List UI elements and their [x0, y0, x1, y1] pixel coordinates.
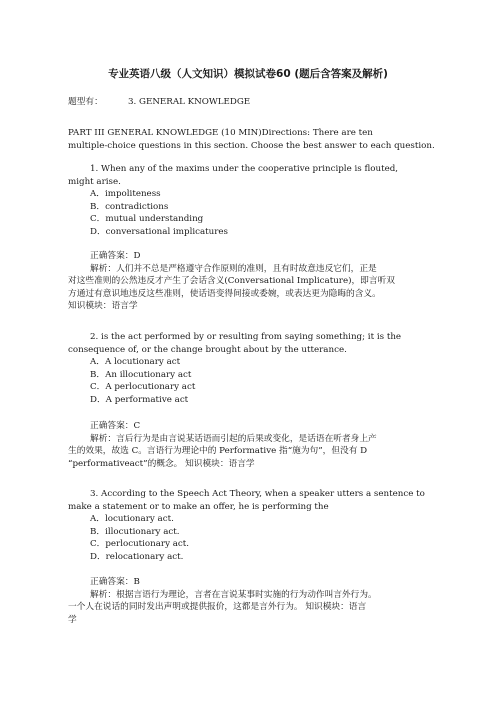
option-d: D．conversational implicatures [90, 226, 229, 237]
analysis-line: 解析：言后行为是由言说某话语而引起的后果或变化，是话语在听者身上产 [90, 433, 377, 444]
analysis-line: 解析：根据言语行为理论，言者在言说某事时实施的行为动作叫言外行为。 [90, 589, 377, 600]
answer-3 [68, 576, 430, 626]
option-b: B．illocutionary act. [90, 526, 180, 537]
directions-block [68, 127, 435, 152]
question-stem: make a statement or to make an offer, he is performing the [68, 501, 329, 512]
option-a: A．locutionary act. [90, 514, 174, 524]
question-type-value: 3. GENERAL KNOWLEDGE [128, 97, 251, 107]
option-c: C．mutual understanding [90, 214, 204, 224]
analysis-line: 方通过有意识地违反这些准则，使话语变得间接或委婉，或表达更为隐晦的含义。 [68, 288, 381, 299]
document-title: 专业英语八级（人文知识）模拟试卷60 (题后含答案及解析) [108, 68, 388, 80]
correct-answer: 正确答案：B [90, 577, 140, 587]
option-d: D．relocationary act. [90, 551, 184, 562]
question-stem: might arise. [68, 176, 121, 187]
knowledge-module: “performativeact”的概念。 知识模块：语言学 [68, 458, 255, 469]
correct-answer: 正确答案：D [90, 251, 141, 261]
question-stem: 1. When any of the maxims under the cooperative principle is flouted, [90, 164, 399, 174]
directions-line: PART III GENERAL KNOWLEDGE (10 MIN)Directions: There are ten [68, 128, 373, 138]
question-stem: 2. is the act performed by or resulting from saying something; it is the [90, 332, 402, 342]
option-c: C．A perlocutionary act [90, 382, 196, 392]
analysis-line: 对这些准则的公然违反才产生了会话含义(Conversational Implicature)，即言听双 [68, 276, 395, 286]
directions-line: multiple-choice questions in this section. Choose the best answer to each question. [68, 140, 435, 151]
question-stem: consequence of, or the change brought about by the utterance. [68, 344, 347, 355]
knowledge-module: 知识模块：语言学 [68, 301, 138, 311]
option-d: D．A performative act [90, 394, 189, 405]
knowledge-module: 学 [68, 614, 77, 625]
analysis-line: 生的效果，故选 C。言语行为理论中的 Performative 指“施为句”，但没有 D [68, 446, 368, 456]
option-b: B．contradictions [90, 201, 169, 212]
question-2 [68, 331, 430, 406]
correct-answer: 正确答案：C [90, 421, 141, 431]
question-type-line [68, 96, 430, 109]
option-b: B．An illocutionary act [90, 369, 192, 380]
answer-2 [68, 420, 430, 470]
analysis-line: 一个人在说话的同时发出声明或提供报价，这都是言外行为。 知识模块：语言 [68, 602, 367, 612]
option-a: A．impoliteness [90, 189, 161, 199]
option-a: A．A locutionary act [90, 357, 181, 367]
option-c: C．perlocutionary act. [90, 539, 190, 549]
question-1 [68, 163, 430, 238]
analysis-line: 解析：人们并不总是严格遵守合作原则的准则，且有时故意违反它们，正是 [90, 263, 377, 274]
question-stem: 3. According to the Speech Act Theory, when a speaker utters a sentence to [90, 489, 425, 499]
question-3 [68, 488, 430, 563]
question-type-label: 题型有： [68, 97, 103, 107]
answer-1 [68, 250, 430, 313]
